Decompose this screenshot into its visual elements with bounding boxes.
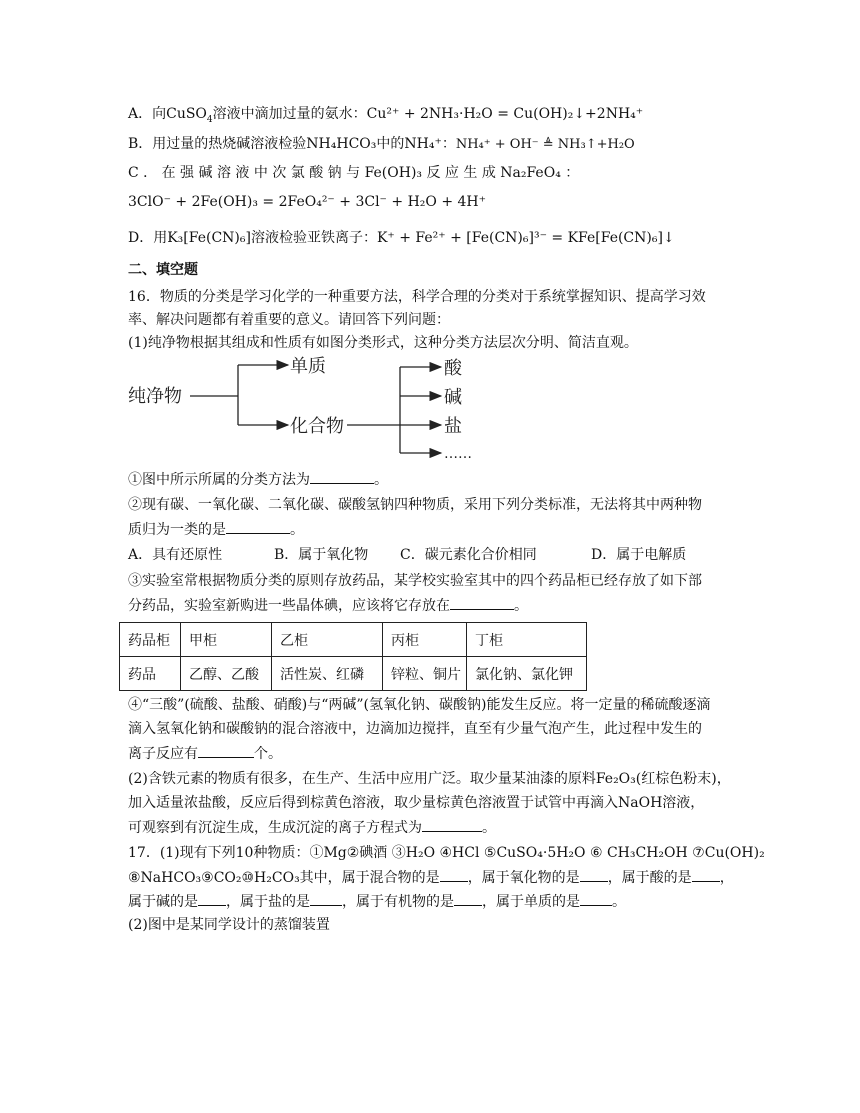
- table-row: [120, 657, 587, 691]
- answer-blank[interactable]: [440, 867, 468, 882]
- equation-a: Cu²⁺ + 2NH₃·H₂O = Cu(OH)₂↓+2NH₄⁺: [366, 106, 644, 122]
- cabinet-table: [119, 622, 587, 691]
- choice-b: B．属于氧化物: [274, 547, 369, 563]
- answer-blank[interactable]: [198, 891, 226, 906]
- q17-line1: 17．(1)现有下列10种物质：①Mg②碘酒 ③H₂O ④HCl ⑤CuSO₄·5H₂O ⑥ CH₃CH₂OH ⑦Cu(OH)₂: [128, 845, 765, 861]
- q17-part2: (2)图中是某同学设计的蒸馏装置: [128, 917, 330, 933]
- q16-part2-line3: 可观察到有沉淀生成，生成沉淀的离子方程式为 。: [128, 817, 496, 838]
- option-d: D．用K₃[Fe(CN)₆]溶液检验亚铁离子：K⁺ + Fe²⁺ + [Fe(CN)₆]³⁻ = KFe[Fe(CN)₆]↓: [128, 230, 675, 246]
- table-header-cell: 丁柜: [467, 623, 587, 657]
- answer-blank[interactable]: [450, 595, 514, 610]
- diagram-etc: ……: [444, 446, 472, 462]
- table-row: [120, 623, 587, 657]
- equation-b: NH₄⁺ + OH⁻ ≜ NH₃↑+H₂O: [455, 137, 635, 152]
- q16-sub4-line1: ④“三酸”(硫酸、盐酸、硝酸)与“两碱”(氢氧化钠、碳酸钠)能发生反应。将一定量的稀硫酸逐滴: [128, 697, 711, 713]
- option-a: A．向CuSO$_4$溶液中滴加过量的氨水：Cu²⁺ + 2NH₃·H₂O = Cu(OH)₂↓+2NH₄⁺: [128, 106, 644, 125]
- choice-a: A．具有还原性: [128, 547, 223, 563]
- diagram-salt: 盐: [444, 416, 462, 437]
- answer-blank[interactable]: [580, 867, 608, 882]
- answer-blank[interactable]: [422, 817, 482, 832]
- q17-line2: ⑧NaHCO₃⑨CO₂⑩H₂CO₃其中，属于混合物的是 ，属于氧化物的是 ，属于酸的是 ，: [128, 867, 734, 888]
- option-c: C ． 在 强 碱 溶 液 中 次 氯 酸 钠 与 Fe(OH)₃ 反 应 生 成 Na₂FeO₄ ：: [128, 165, 580, 181]
- table-header-cell: 丙柜: [383, 623, 467, 657]
- classification-diagram: [120, 352, 490, 464]
- table-cell: 活性炭、红磷: [272, 657, 383, 691]
- answer-blank[interactable]: [580, 891, 612, 906]
- answer-blank[interactable]: [454, 891, 482, 906]
- diagram-root: 纯净物: [128, 386, 182, 407]
- answer-blank[interactable]: [198, 743, 254, 758]
- equation-c: 3ClO⁻ + 2Fe(OH)₃ = 2FeO₄²⁻ + 3Cl⁻ + H₂O + 4H⁺: [128, 194, 487, 210]
- q16-part2-line2: 加入适量浓盐酸，反应后得到棕黄色溶液，取少量棕黄色溶液置于试管中再滴入NaOH溶液，: [128, 795, 705, 811]
- q17-line3: 属于碱的是 ，属于盐的是 ，属于有机物的是 ，属于单质的是 。: [128, 891, 626, 912]
- diagram-elemental: 单质: [290, 356, 326, 377]
- diagram-acid: 酸: [444, 358, 462, 379]
- table-cell: 药品: [120, 657, 181, 691]
- table-header-cell: 药品柜: [120, 623, 181, 657]
- answer-blank[interactable]: [310, 469, 374, 484]
- choice-d: D．属于电解质: [591, 547, 687, 563]
- table-header-cell: 乙柜: [272, 623, 383, 657]
- diagram-compound: 化合物: [290, 416, 344, 437]
- equation-d: K⁺ + Fe²⁺ + [Fe(CN)₆]³⁻ = KFe[Fe(CN)₆]↓: [376, 230, 675, 246]
- q16-sub2-line1: ②现有碳、一氧化碳、二氧化碳、碳酸氢钠四种物质，采用下列分类标准，无法将其中两种物: [128, 497, 702, 513]
- answer-blank[interactable]: [310, 891, 342, 906]
- answer-blank[interactable]: [692, 867, 720, 882]
- table-cell: 氯化钠、氯化钾: [467, 657, 587, 691]
- table-header-cell: 甲柜: [181, 623, 272, 657]
- q16-sub2-line2: 质归为一类的是 。: [128, 519, 304, 540]
- diagram-base: 碱: [444, 387, 462, 408]
- q16-sub3-line2: 分药品，实验室新购进一些晶体碘，应该将它存放在 。: [128, 595, 528, 616]
- q16-sub4-line2: 滴入氢氧化钠和碳酸钠的混合溶液中，边滴加边搅拌，直至有少量气泡产生，此过程中发生的: [128, 721, 702, 737]
- q16-sub3-line1: ③实验室常根据物质分类的原则存放药品，某学校实验室其中的四个药品柜已经存放了如下部: [128, 573, 702, 589]
- q16-part1: (1)纯净物根据其组成和性质有如图分类形式，这种分类方法层次分明、简洁直观。: [128, 335, 638, 351]
- section-title: 二、填空题: [128, 262, 198, 278]
- q16-part2-line1: (2)含铁元素的物质有很多，在生产、生活中应用广泛。取少量某油漆的原料Fe₂O₃(红棕色粉末)，: [128, 771, 731, 787]
- table-cell: 乙醇、乙酸: [181, 657, 272, 691]
- q16-intro-line1: 16．物质的分类是学习化学的一种重要方法，科学合理的分类对于系统掌握知识、提高学习效: [128, 289, 706, 305]
- q16-sub1: ①图中所示所属的分类方法为 。: [128, 469, 388, 490]
- option-b: B．用过量的热烧碱溶液检验NH₄HCO₃中的NH₄⁺：NH₄⁺ + OH⁻ ≜ NH₃↑+H₂O: [128, 136, 635, 152]
- q16-intro-line2: 率、解决问题都有着重要的意义。请回答下列问题：: [128, 312, 450, 328]
- answer-blank[interactable]: [226, 519, 290, 534]
- table-cell: 锌粒、铜片: [383, 657, 467, 691]
- choice-c: C．碳元素化合价相同: [400, 547, 537, 563]
- q16-sub4-line3: 离子反应有 个。: [128, 743, 282, 764]
